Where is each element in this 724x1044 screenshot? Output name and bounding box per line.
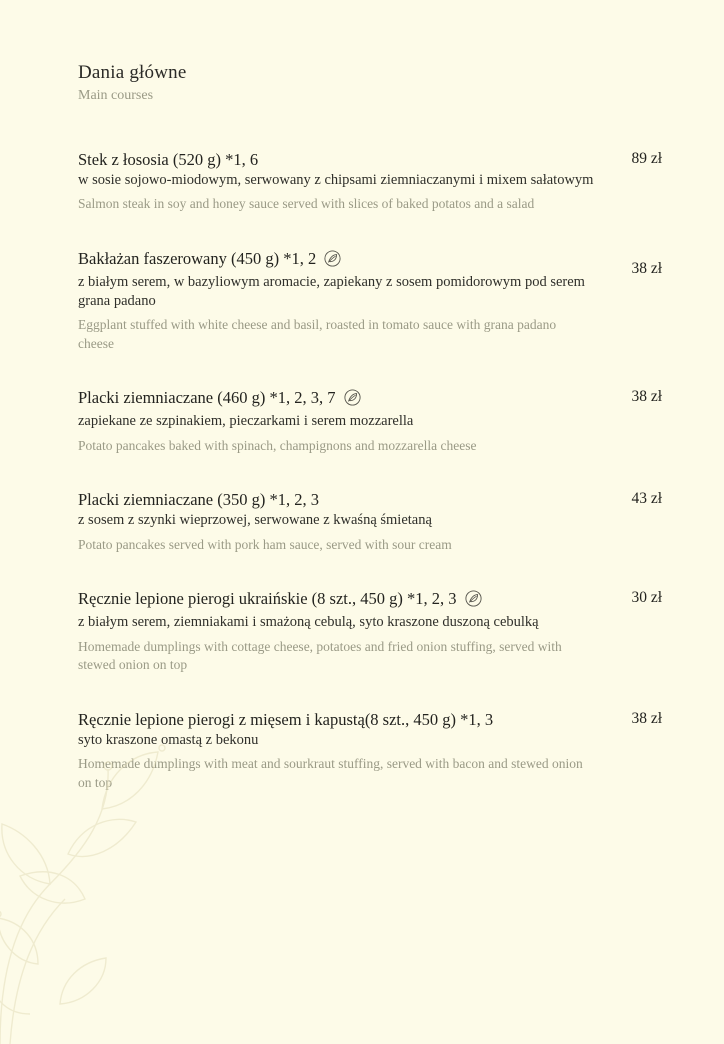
- section-header: [78, 62, 662, 105]
- item-price: 38 zł: [631, 388, 662, 406]
- item-main: [78, 149, 608, 214]
- item-description-pl: z białym serem, w bazyliowym aromacie, zapiekany z sosem pomidorowym pod serem grana padano: [78, 273, 585, 309]
- menu-item: [78, 149, 662, 214]
- item-description-pl: w sosie sojowo-miodowym, serwowany z chipsami ziemniaczanymi i mixem sałatowym: [78, 171, 594, 188]
- menu-item: [78, 489, 662, 554]
- menu-item: [78, 387, 662, 455]
- item-description-en: Salmon steak in soy and honey sauce served with slices of baked potatos and a salad: [78, 195, 535, 211]
- menu-item: [78, 709, 662, 793]
- menu-item: [78, 588, 662, 675]
- item-description-pl: syto kraszone omastą z bekonu: [78, 731, 259, 748]
- item-description-en: Homemade dumplings with meat and sourkraut stuffing, served with bacon and stewed onion on top: [78, 756, 583, 790]
- menu-item: [78, 248, 662, 354]
- leaf-icon: [465, 590, 482, 612]
- section-title: Dania główne: [78, 62, 187, 83]
- item-price: 43 zł: [631, 490, 662, 508]
- item-price: 89 zł: [631, 149, 662, 167]
- item-price: 38 zł: [631, 709, 662, 727]
- leaf-icon: [344, 389, 361, 411]
- item-name: Stek z łososia (520 g) *1, 6: [78, 149, 259, 169]
- item-main: [78, 588, 608, 675]
- item-main: [78, 248, 608, 354]
- section-subtitle: Main courses: [78, 87, 154, 103]
- leaf-icon: [324, 250, 341, 272]
- item-name: Bakłażan faszerowany (450 g) *1, 2: [78, 248, 317, 268]
- item-description-pl: z białym serem, ziemniakami i smażoną cebulą, syto kraszone duszoną cebulką: [78, 614, 539, 631]
- item-main: [78, 709, 608, 793]
- item-main: [78, 489, 608, 554]
- menu-list: [78, 149, 662, 793]
- item-name: Placki ziemniaczane (350 g) *1, 2, 3: [78, 490, 319, 510]
- item-name: Ręcznie lepione pierogi ukraińskie (8 szt., 450 g) *1, 2, 3: [78, 589, 457, 609]
- item-description-pl: z sosem z szynki wieprzowej, serwowane z kwaśną śmietaną: [78, 512, 432, 529]
- item-name: Ręcznie lepione pierogi z mięsem i kapustą(8 szt., 450 g) *1, 3: [78, 709, 494, 729]
- item-description-en: Potato pancakes served with pork ham sauce, served with sour cream: [78, 536, 452, 552]
- item-description-en: Potato pancakes baked with spinach, champignons and mozzarella cheese: [78, 437, 477, 453]
- item-name: Placki ziemniaczane (460 g) *1, 2, 3, 7: [78, 388, 336, 408]
- item-main: [78, 387, 608, 455]
- item-price: 30 zł: [631, 589, 662, 607]
- item-description-en: Homemade dumplings with cottage cheese, potatoes and fried onion stuffing, served with stewed onion on top: [78, 638, 562, 673]
- item-description-pl: zapiekane ze szpinakiem, pieczarkami i serem mozzarella: [78, 413, 414, 430]
- item-price: 38 zł: [631, 259, 662, 277]
- item-description-en: Eggplant stuffed with white cheese and basil, roasted in tomato sauce with grana padano cheese: [78, 317, 557, 351]
